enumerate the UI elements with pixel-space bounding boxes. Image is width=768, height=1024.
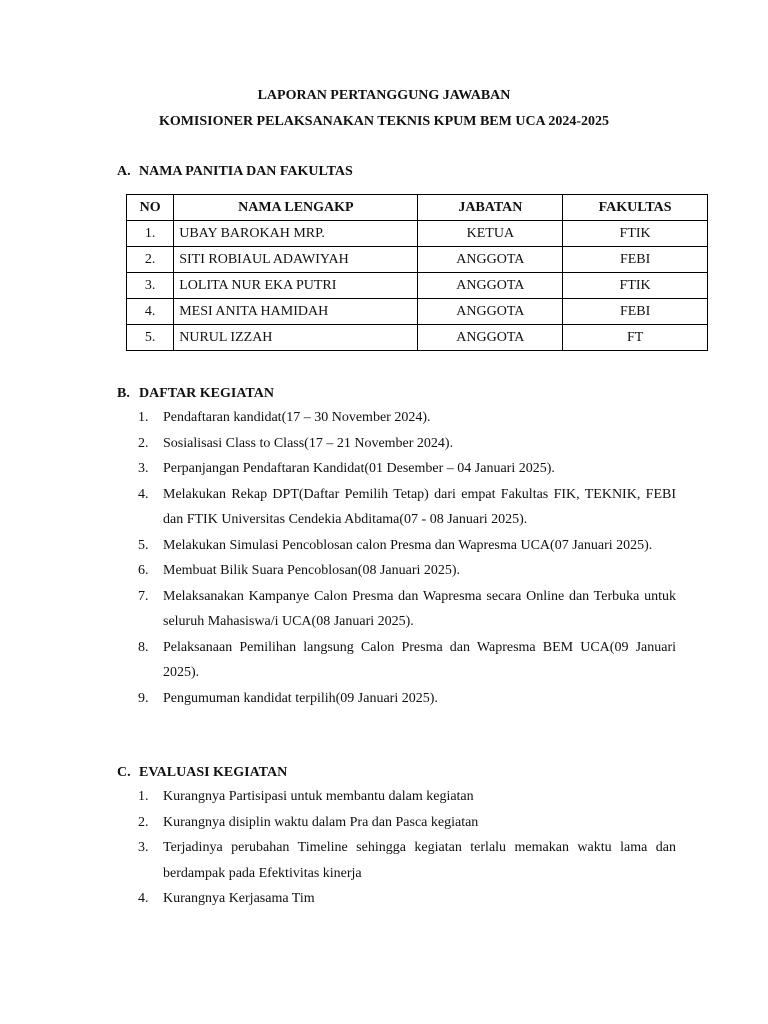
list-item: [138, 482, 676, 533]
cell-jabatan: ANGGOTA: [418, 325, 563, 351]
item-number: 4.: [138, 486, 149, 502]
cell-no: 2.: [127, 247, 174, 273]
cell-jabatan: KETUA: [418, 221, 563, 247]
list-item: [138, 431, 676, 457]
list-item: [138, 533, 676, 559]
item-text: Kurangnya Kerjasama Tim: [163, 891, 315, 906]
item-text: Perpanjangan Pendaftaran Kandidat(01 Desember – 04 Januari 2025).: [163, 461, 555, 476]
item-text: Membuat Bilik Suara Pencoblosan(08 Januari 2025).: [163, 563, 461, 578]
cell-fakultas: FEBI: [563, 247, 708, 273]
section-c-letter: C.: [117, 765, 131, 780]
item-number: 6.: [138, 563, 149, 578]
report-title: LAPORAN PERTANGGUNG JAWABAN: [257, 88, 511, 103]
cell-no: 1.: [127, 221, 174, 247]
list-item: [138, 584, 676, 635]
item-number: 1.: [138, 789, 149, 804]
table-row: [127, 299, 708, 325]
evaluation-list: [138, 784, 676, 912]
list-item: [138, 405, 676, 431]
section-a-title: NAMA PANITIA DAN FAKULTAS: [139, 164, 353, 179]
cell-no: 4.: [127, 299, 174, 325]
cell-no: 5.: [127, 325, 174, 351]
cell-name: UBAY BAROKAH MRP.: [174, 221, 418, 247]
section-c-title: EVALUASI KEGIATAN: [139, 765, 288, 780]
item-number: 4.: [138, 891, 149, 906]
list-item: [138, 635, 676, 686]
item-number: 8.: [138, 639, 149, 655]
item-number: 9.: [138, 690, 149, 706]
item-text: Pelaksanaan Pemilihan langsung Calon Presma dan Wapresma BEM UCA(09 Januari 2025).: [163, 639, 676, 680]
table-row: [127, 247, 708, 273]
cell-jabatan: ANGGOTA: [418, 273, 563, 299]
section-a-heading: [117, 163, 353, 181]
header-jabatan: JABATAN: [418, 195, 563, 221]
item-text: Melakukan Rekap DPT(Daftar Pemilih Tetap) dari empat Fakultas FIK, TEKNIK, FEBI dan FTIK Universitas Cendekia Abditama(07 - 08 Januari 2025).: [163, 486, 676, 527]
item-text: Melaksanakan Kampanye Calon Presma dan Wapresma secara Online dan Terbuka untuk seluruh Mahasiswa/i UCA(08 Januari 2025).: [163, 588, 676, 629]
cell-fakultas: FT: [563, 325, 708, 351]
header-no: NO: [127, 195, 174, 221]
header-fakultas: FAKULTAS: [563, 195, 708, 221]
committee-table: [126, 194, 708, 351]
activity-list: [138, 405, 676, 711]
cell-name: SITI ROBIAUL ADAWIYAH: [174, 247, 418, 273]
cell-no: 3.: [127, 273, 174, 299]
cell-name: LOLITA NUR EKA PUTRI: [174, 273, 418, 299]
item-number: 1.: [138, 410, 149, 425]
list-item: [138, 886, 676, 912]
table-row: [127, 273, 708, 299]
cell-name: NURUL IZZAH: [174, 325, 418, 351]
section-b-letter: B.: [117, 386, 130, 401]
cell-jabatan: ANGGOTA: [418, 299, 563, 325]
list-item: [138, 686, 676, 712]
section-c-heading: [117, 764, 287, 782]
list-item: [138, 810, 676, 836]
cell-name: MESI ANITA HAMIDAH: [174, 299, 418, 325]
list-item: [138, 456, 676, 482]
cell-jabatan: ANGGOTA: [418, 247, 563, 273]
item-number: 2.: [138, 814, 149, 830]
item-number: 3.: [138, 840, 149, 855]
list-item: [138, 835, 676, 886]
item-text: Kurangnya Partisipasi untuk membantu dalam kegiatan: [163, 789, 474, 804]
cell-fakultas: FEBI: [563, 299, 708, 325]
report-subtitle: KOMISIONER PELAKSANAKAN TEKNIS KPUM BEM UCA 2024-2025: [158, 114, 610, 129]
section-b-heading: [117, 385, 274, 403]
item-text: Kurangnya disiplin waktu dalam Pra dan Pasca kegiatan: [163, 814, 479, 830]
table-row: [127, 325, 708, 351]
item-text: Terjadinya perubahan Timeline sehingga kegiatan terlalu memakan waktu lama dan berdampak pada Efektivitas kinerja: [163, 840, 676, 881]
cell-fakultas: FTIK: [563, 221, 708, 247]
item-text: Melakukan Simulasi Pencoblosan calon Presma dan Wapresma UCA(07 Januari 2025).: [163, 537, 653, 553]
item-text: Pendaftaran kandidat(17 – 30 November 2024).: [163, 410, 431, 425]
section-b-title: DAFTAR KEGIATAN: [139, 386, 274, 401]
item-number: 5.: [138, 537, 149, 553]
table-row: [127, 221, 708, 247]
list-item: [138, 784, 676, 810]
item-text: Pengumuman kandidat terpilih(09 Januari 2025).: [163, 690, 438, 706]
table-header-row: [127, 195, 708, 221]
list-item: [138, 558, 676, 584]
cell-fakultas: FTIK: [563, 273, 708, 299]
item-number: 7.: [138, 588, 149, 604]
item-number: 3.: [138, 461, 149, 476]
item-number: 2.: [138, 435, 149, 451]
item-text: Sosialisasi Class to Class(17 – 21 November 2024).: [163, 435, 454, 451]
header-name: NAMA LENGAKP: [174, 195, 418, 221]
section-a-letter: A.: [117, 164, 131, 179]
